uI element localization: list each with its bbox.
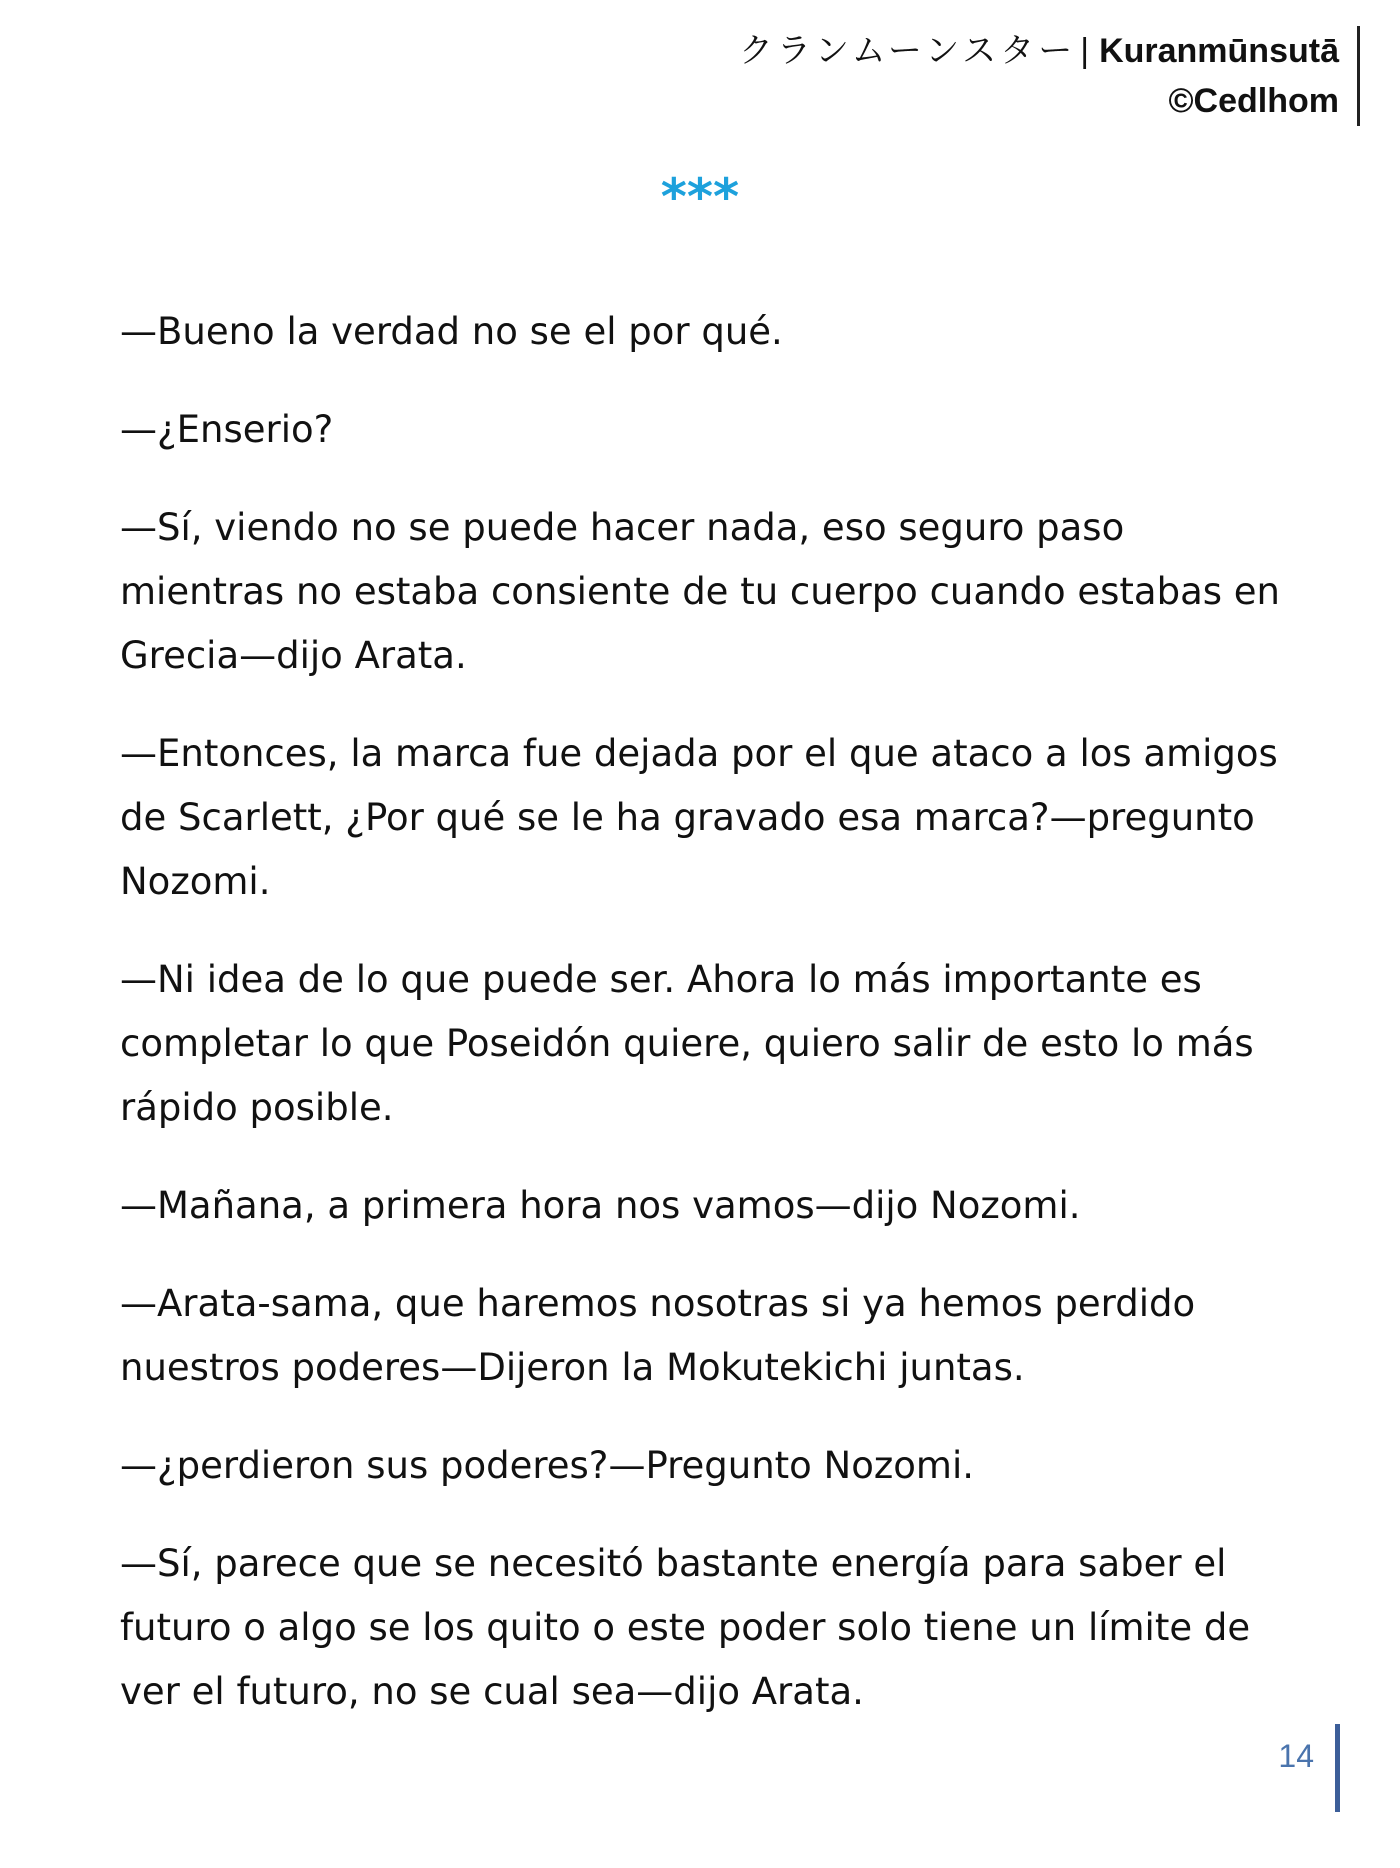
paragraph: —Mañana, a primera hora nos vamos—dijo Nozomi.: [120, 1184, 1081, 1227]
header-copyright: ©Cedlhom: [1168, 82, 1339, 120]
section-break-stars: ***: [660, 168, 740, 226]
paragraph: —Arata-sama, que haremos nosotras si ya hemos perdido nuestros poderes—Dijeron la Mokutekichi juntas.: [120, 1282, 1196, 1389]
paragraph: —Ni idea de lo que puede ser. Ahora lo más importante es completar lo que Poseidón quiere, quiero salir de esto lo más rápido posible.: [120, 958, 1254, 1129]
page-header: [739, 26, 1360, 126]
page-number: 14: [1278, 1738, 1314, 1774]
header-title-jp: クランムーンスター: [738, 31, 1077, 71]
header-title-line: [739, 26, 1339, 76]
document-body: [120, 300, 1290, 1758]
page-number-rule: [1335, 1724, 1340, 1812]
paragraph: —¿perdieron sus poderes?—Pregunto Nozomi.: [120, 1444, 975, 1487]
paragraph: —Sí, parece que se necesitó bastante energía para saber el futuro o algo se los quito o este poder solo tiene un límite de ver el futuro, no se cual sea—dijo Arata.: [120, 1542, 1251, 1713]
paragraph: —Bueno la verdad no se el por qué.: [120, 310, 783, 353]
paragraph: —¿Enserio?: [120, 408, 334, 451]
header-title-romaji: Kuranmūnsutā: [1099, 32, 1339, 70]
paragraph: —Entonces, la marca fue dejada por el que ataco a los amigos de Scarlett, ¿Por qué se le ha gravado esa marca?—pregunto Nozomi.: [120, 732, 1278, 903]
header-separator: |: [1080, 32, 1090, 70]
paragraph: —Sí, viendo no se puede hacer nada, eso seguro paso mientras no estaba consiente de tu cuerpo cuando estabas en Grecia—dijo Arata.: [120, 506, 1281, 677]
